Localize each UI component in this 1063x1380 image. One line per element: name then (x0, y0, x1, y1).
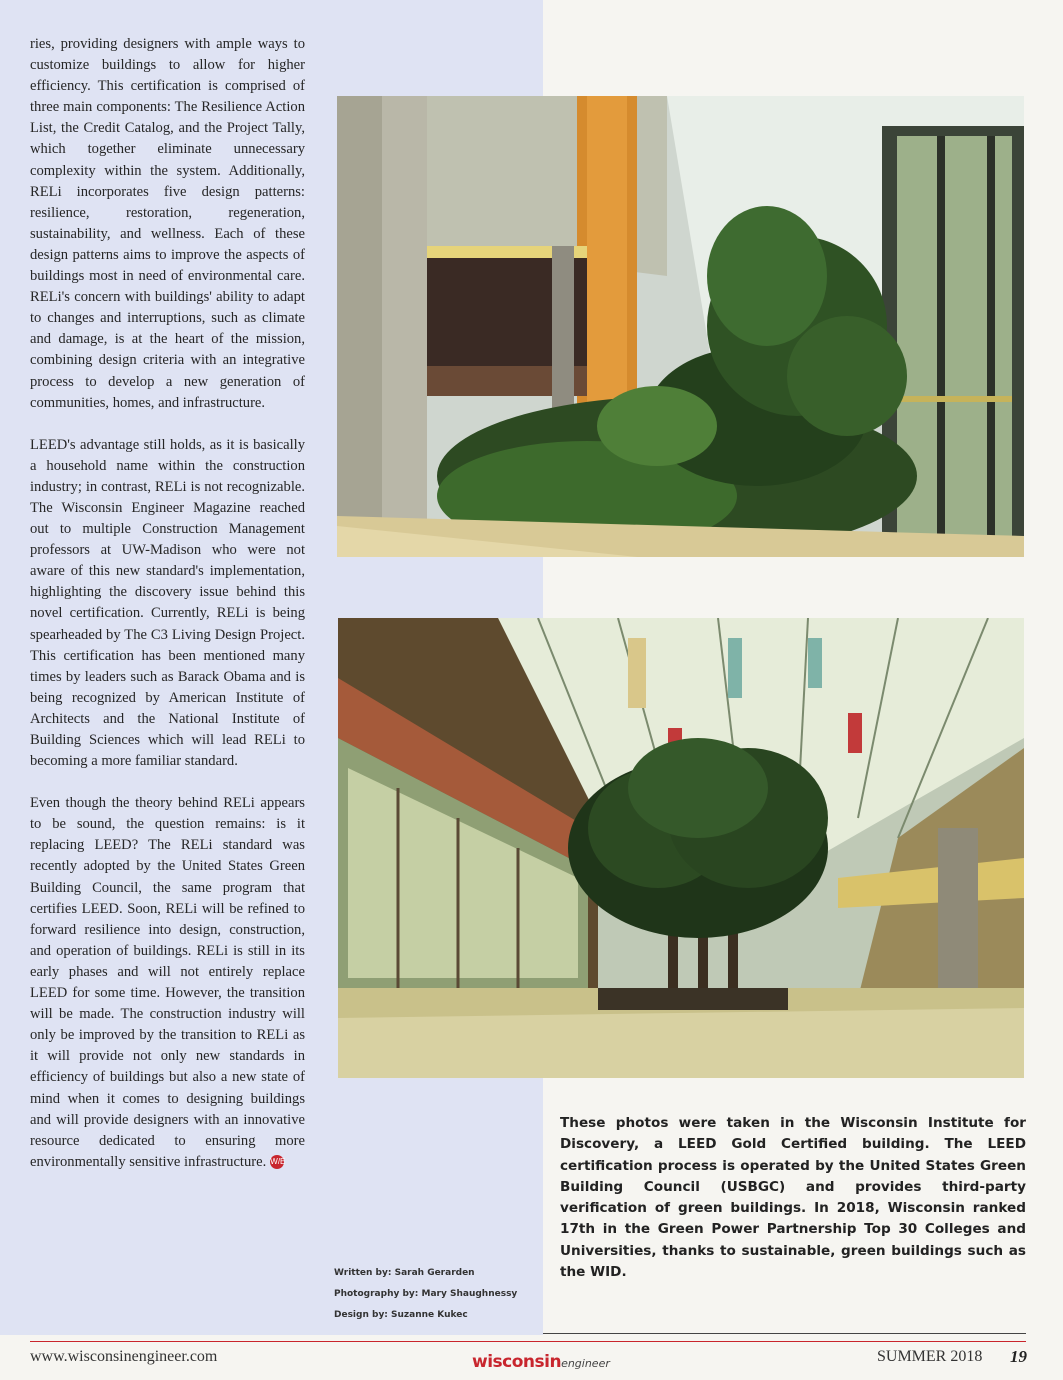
page-number: 19 (1010, 1347, 1027, 1366)
footer-url: www.wisconsinengineer.com (30, 1348, 218, 1365)
paragraph-2: LEED's advantage still holds, as it is basically a household name within the construction industry; in contrast, RELi is not recognizable. The Wisconsin Engineer Magazine reached out to multiple Construction Management professors at UW-Madison who were not aware of this new standard's implementation, highlighting the discovery issue behind this novel certification. Currently, RELi is being spearheaded by The C3 Living Design Project. This certification has been mentioned many times by leaders such as Barack Obama and is being recognized by American Institute of Architects and the National Institute of Building Sciences which will lead RELi to becoming a more familiar standard. (30, 436, 305, 770)
paragraph-3 (30, 793, 305, 1173)
footer-divider-upper (543, 1333, 1026, 1334)
credit-design: Design by: Suzanne Kukec (334, 1310, 468, 1320)
photo-atrium-tree (338, 618, 1024, 1078)
photo-caption: These photos were taken in the Wisconsin Institute for Discovery, a LEED Gold Certified building. The LEED certification process is operated by the United States Green Building Council (USBGC) and provides third-party verification of green buildings. In 2018, Wisconsin ranked 17th in the Green Power Partnership Top 30 Colleges and Universities, thanks to sustainable, green buildings such as the WID. (560, 1115, 1026, 1281)
credits (334, 1266, 544, 1329)
paragraph-1: ries, providing designers with ample ways to customize buildings to allow for higher efficiency. This certification is comprised of three main components: The Resilience Action List, the Credit Catalog, and the Project Tally, which together eliminate unnecessary complexity within the system. Additionally, RELi incorporates five design patterns: resilience, restoration, regeneration, sustainability, and wellness. Each of these design patterns aims to improve the aspects of buildings most in need of environmental care. RELi's concern with buildings' ability to adapt to changes and interruptions, such as climate and damage, is at the heart of the mission, combining design criteria with an integrative process to develop a new generation of communities, homes, and infrastructure. (30, 36, 305, 411)
credit-photography: Photography by: Mary Shaughnessy (334, 1289, 518, 1299)
magazine-logo (472, 1352, 610, 1372)
credit-writer: Written by: Sarah Gerarden (334, 1268, 475, 1278)
end-mark-icon: W/E (270, 1155, 284, 1169)
logo-main-text: wisconsin (472, 1352, 562, 1372)
photo-atrium-garden (337, 96, 1024, 557)
logo-sub-text: engineer (561, 1357, 610, 1370)
footer-issue: SUMMER 2018 (877, 1348, 983, 1365)
paragraph-3-text: Even though the theory behind RELi appears to be sound, the question remains: is it replacing LEED? The RELi standard was recently adopted by the United States Green Building Council, the same program that certifies LEED. Soon, RELi will be refined to forward resilience into design, construction, and operation of buildings. RELi is still in its early phases and will not entirely replace LEED for some time. However, the transition will be made. The construction industry will only be improved by the transition to RELi as it will provide not only new standards in efficiency of buildings but also a new state of mind when it comes to designing buildings and will provide designers with an innovative resource dedicated to ensuring more environmentally sensitive infrastructure. (30, 795, 305, 1170)
article-body (30, 34, 305, 1194)
footer-divider (30, 1341, 1026, 1342)
